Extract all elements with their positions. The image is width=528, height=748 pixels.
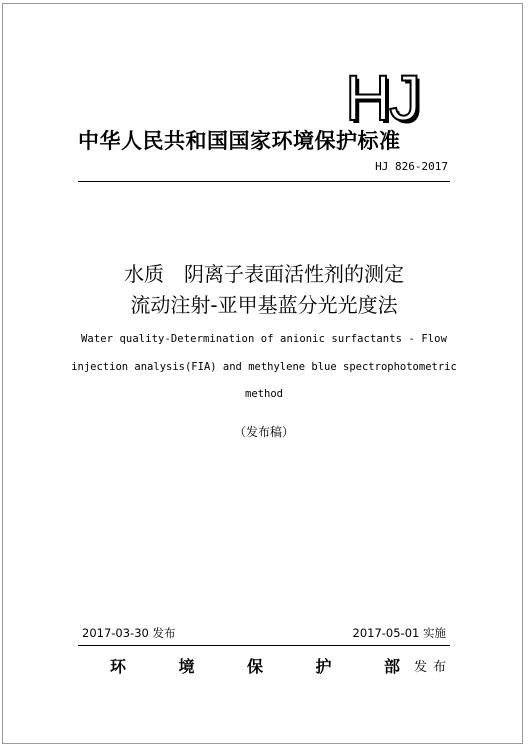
- title-cn-line-1: 水质 阴离子表面活性剂的测定: [124, 262, 404, 286]
- title-cn-line-2: 流动注射-亚甲基蓝分光光度法: [130, 293, 398, 317]
- issue-date: 2017-03-30 发布: [82, 626, 176, 640]
- title-en-line-3: method: [245, 388, 283, 400]
- standard-name: 中华人民共和国国家环境保护标准: [78, 129, 401, 153]
- issuer-char: 保: [246, 657, 263, 676]
- title-en-line-2: injection analysis(FIA) and methylene blue spectrophotometric: [71, 361, 457, 373]
- title-en-line-1: Water quality-Determination of anionic surfactants - Flow: [80, 333, 448, 345]
- draft-label: （发布稿）: [233, 425, 294, 439]
- issuer-name: [110, 654, 400, 677]
- implement-date: 2017-05-01 实施: [352, 626, 446, 640]
- issuer-char: 环: [110, 657, 127, 676]
- standard-code: HJ 826-2017: [375, 160, 448, 173]
- issuer-suffix: 发布: [414, 660, 453, 675]
- issuer-char: 部: [383, 657, 400, 676]
- hj-logo: HJ: [345, 62, 420, 134]
- bottom-divider: [78, 645, 450, 646]
- issuer-char: 境: [178, 657, 195, 676]
- top-divider: [78, 181, 450, 182]
- issuer-char: 护: [315, 657, 332, 676]
